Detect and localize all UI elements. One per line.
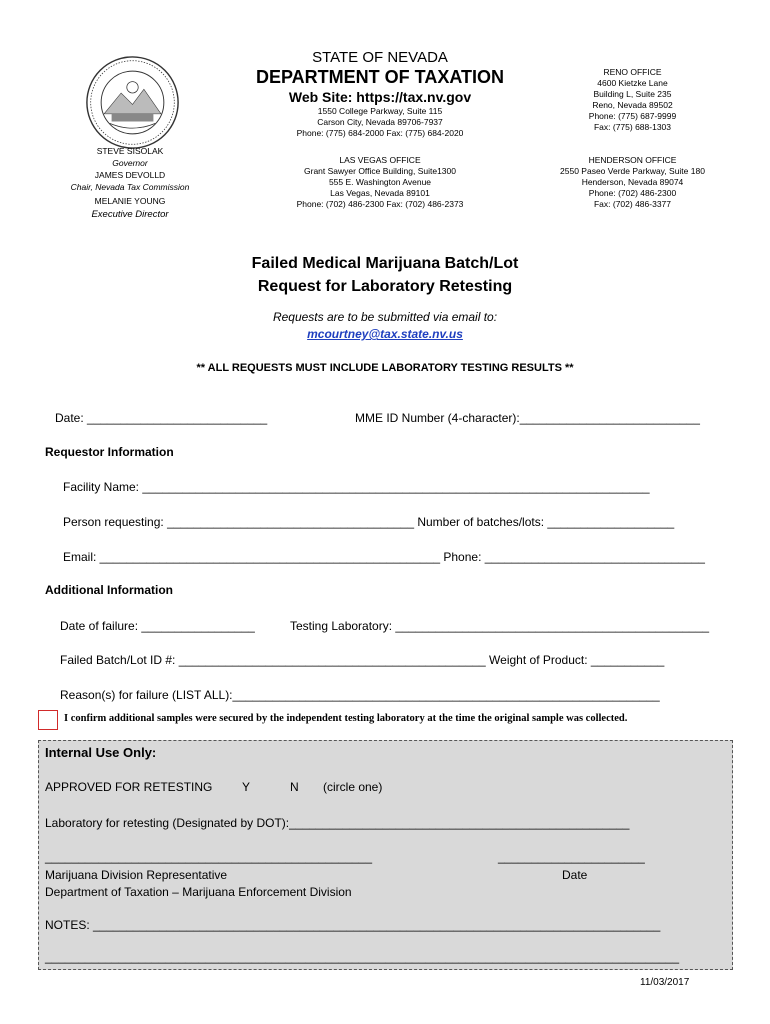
designated-lab-field[interactable]: Laboratory for retesting (Designated by DOT):___________________________________________________ [45, 816, 630, 830]
batch-weight-field[interactable]: Failed Batch/Lot ID #: ______________________________________________ Weight of Product: ___________ [60, 653, 665, 667]
department-name: DEPARTMENT OF TAXATION [256, 67, 504, 87]
notes-line[interactable]: _______________________________________________________________________________________________ [45, 950, 680, 964]
facility-name-field[interactable]: Facility Name: ____________________________________________________________________________ [63, 480, 650, 494]
requirement-notice: ** ALL REQUESTS MUST INCLUDE LABORATORY TESTING RESULTS ** [196, 362, 574, 374]
form-title: Failed Medical Marijuana Batch/Lot Request for Laboratory Retesting [251, 255, 519, 295]
additional-heading: Additional Information [45, 583, 173, 597]
carson-office-address: 1550 College Parkway, Suite 115 Carson City, Nevada 89706-7937 Phone: (775) 684-2000 Fax: (775) 684-2020 [296, 106, 464, 138]
notes-field[interactable]: NOTES: _____________________________________________________________________________________ [45, 918, 661, 932]
state-name: STATE OF NEVADA [312, 49, 448, 66]
confirm-checkbox[interactable] [38, 710, 58, 730]
approve-yes-option[interactable]: Y [242, 780, 251, 794]
officials-list: STEVE SISOLAK Governor JAMES DEVOLLD Chair, Nevada Tax Commission MELANIE YOUNG Executive Director [70, 146, 190, 220]
person-batches-field[interactable]: Person requesting: _____________________________________ Number of batches/lots: ___________________ [63, 515, 675, 529]
requestor-heading: Requestor Information [45, 445, 174, 459]
approved-label: APPROVED FOR RETESTING [45, 780, 213, 794]
date-field[interactable]: Date: ___________________________ [55, 411, 268, 425]
mme-id-field[interactable]: MME ID Number (4-character):___________________________ [355, 411, 700, 425]
division-label: Department of Taxation – Marijuana Enforcement Division [45, 885, 352, 899]
website-link[interactable]: Web Site: https://tax.nv.gov [288, 89, 472, 105]
submission-note: Requests are to be submitted via email to: mcourtney@tax.state.nv.us [272, 310, 498, 341]
reasons-field[interactable]: Reason(s) for failure (LIST ALL):________________________________________________________________ [60, 688, 660, 702]
date-label: Date [562, 868, 588, 882]
internal-heading: Internal Use Only: [45, 745, 157, 760]
nevada-state-seal [85, 55, 180, 150]
reno-office-address: RENO OFFICE 4600 Kietzke Lane Building L, Suite 235 Reno, Nevada 89502 Phone: (775) 687-9999 Fax: (775) 688-1303 [588, 67, 677, 132]
email-phone-field[interactable]: Email: ___________________________________________________ Phone: _________________________________ [63, 550, 705, 564]
submission-email-link[interactable]: mcourtney@tax.state.nv.us [307, 327, 463, 341]
las-vegas-office-address: LAS VEGAS OFFICE Grant Sawyer Office Building, Suite1300 555 E. Washington Avenue Las Vegas, Nevada 89101 Phone: (702) 486-2300 Fax: (702) 486-2373 [296, 155, 464, 209]
failure-date-field[interactable]: Date of failure: _________________ [60, 619, 255, 633]
henderson-office-address: HENDERSON OFFICE 2550 Paseo Verde Parkway, Suite 180 Henderson, Nevada 89074 Phone: (702) 486-2300 Fax: (702) 486-3377 [560, 155, 705, 209]
representative-label: Marijuana Division Representative [45, 868, 228, 882]
circle-one-note: (circle one) [323, 780, 383, 794]
confirm-statement: I confirm additional samples were secured by the independent testing laboratory at the time the original sample was collected. [64, 713, 628, 724]
signature-line[interactable]: _________________________________________________ [45, 850, 373, 864]
version-date: 11/03/2017 [640, 977, 690, 988]
testing-lab-field[interactable]: Testing Laboratory: _______________________________________________ [290, 619, 710, 633]
signature-date-line[interactable]: ______________________ [498, 850, 645, 864]
approve-no-option[interactable]: N [290, 780, 299, 794]
